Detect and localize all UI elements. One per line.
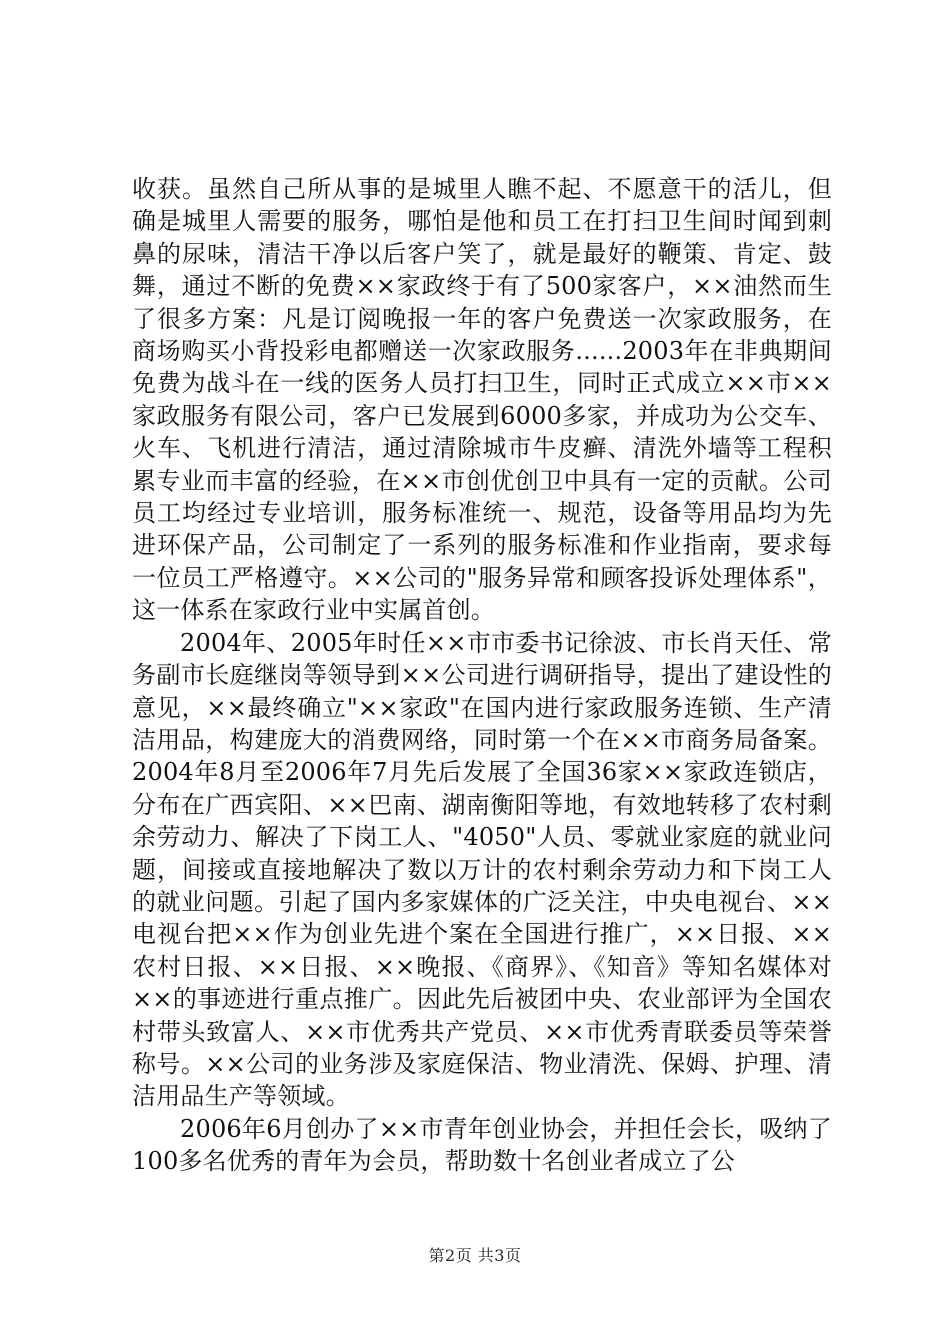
page-footer: 第2页 共3页 (428, 1246, 522, 1265)
paragraph-2: 2004年、2005年时任××市市委书记徐波、市长肖天任、常务副市长庭继岗等领导到××公司进行调研指导，提出了建设性的意见，××最终确立"××家政"在国内进行家政服务连锁、生产清洁用品，构建庞大的消费网络，同时第一个在××市商务局备案。2004年8月至2006年7月先后发展了全国36家××家政连锁店，分布在广西宾阳、××巴南、湖南衡阳等地，有效地转移了农村剩余劳动力、解决了下岗工人、"4050"人员、零就业家庭的就业问题，间接或直接地解决了数以万计的农村剩余劳动力和下岗工人的就业问题。引起了国内多家媒体的广泛关注，中央电视台、××电视台把××作为创业先进个案在全国进行推广，××日报、××农村日报、××日报、××晚报、《商界》、《知音》等知名媒体对××的事迹进行重点推广。因此先后被团中央、农业部评为全国农村带头致富人、××市优秀共产党员、××市优秀青联委员等荣誉称号。××公司的业务涉及家庭保洁、物业清洗、保姆、护理、清洁用品生产等领域。 (132, 628, 832, 1111)
paragraph-3: 2006年6月创办了××市青年创业协会，并担任会长，吸纳了100多名优秀的青年为会员，帮助数十名创业者成立了公 (132, 1114, 832, 1176)
document-body (132, 173, 832, 1178)
paragraph-1: 收获。虽然自己所从事的是城里人瞧不起、不愿意干的活儿，但确是城里人需要的服务，哪怕是他和员工在打扫卫生间时闻到刺鼻的尿味，清洁干净以后客户笑了，就是最好的鞭策、肯定、鼓舞，通过不断的免费××家政终于有了500家客户，××油然而生了很多方案：凡是订阅晚报一年的客户免费送一次家政服务，在商场购买小背投彩电都赠送一次家政服务......2003年在非典期间免费为战斗在一线的医务人员打扫卫生，同时正式成立××市××家政服务有限公司，客户已发展到6000多家，并成功为公交车、火车、飞机进行清洁，通过清除城市牛皮癣、清洗外墙等工程积累专业而丰富的经验，在××市创优创卫中具有一定的贡献。公司员工均经过专业培训，服务标准统一、规范，设备等用品均为先进环保产品，公司制定了一系列的服务标准和作业指南，要求每一位员工严格遵守。××公司的"服务异常和顾客投诉处理体系"，这一体系在家政行业中实属首创。 (132, 175, 832, 625)
